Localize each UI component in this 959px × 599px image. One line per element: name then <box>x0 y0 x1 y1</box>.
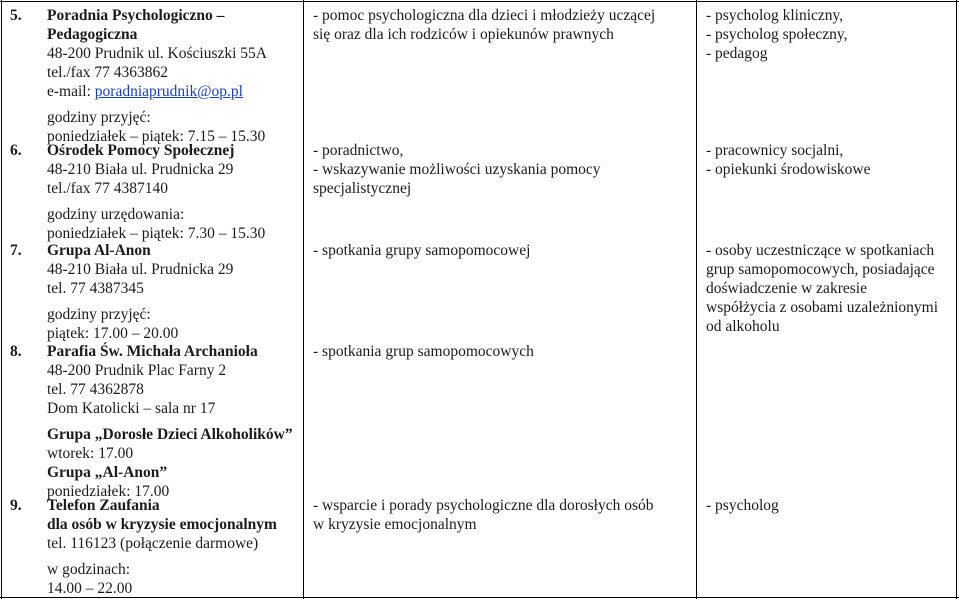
staff-item: - osoby uczestniczące w spotkaniach <box>706 242 935 259</box>
staff-cell <box>706 241 954 336</box>
group-name: Grupa „Al-Anon” <box>47 464 168 481</box>
service-item: - pomoc psychologiczna dla dzieci i młodzieży uczącej <box>313 7 656 24</box>
institution-cell <box>47 342 299 501</box>
institution-cell <box>47 496 299 598</box>
staff-item: od alkoholu <box>706 318 780 335</box>
institution-subtitle: dla osób w kryzysie emocjonalnym <box>47 516 277 533</box>
services-cell <box>313 241 693 260</box>
service-item: - wskazywanie możliwości uzyskania pomocy <box>313 161 601 178</box>
row-number: 6. <box>10 142 22 159</box>
hours-value: poniedziałek – piątek: 7.15 – 15.30 <box>47 128 266 145</box>
staff-item: - opiekunki środowiskowe <box>706 161 871 178</box>
services-cell <box>313 496 693 534</box>
service-item: - wsparcie i porady psychologiczne dla dorosłych osób <box>313 497 654 514</box>
staff-item: doświadczenie w zakresie <box>706 280 867 297</box>
group-name: Grupa „Dorosłe Dzieci Alkoholików” <box>47 426 293 443</box>
service-item: - spotkania grupy samopomocowej <box>313 242 531 259</box>
staff-cell <box>706 141 954 179</box>
services-cell <box>313 342 693 361</box>
email-link[interactable]: poradniaprudnik@op.pl <box>94 83 243 100</box>
row-number: 5. <box>10 7 22 24</box>
row-number: 9. <box>10 497 22 514</box>
institution-address: 48-200 Prudnik Plac Farny 2 <box>47 362 227 379</box>
table-border-top <box>0 1 959 2</box>
hours-label: w godzinach: <box>47 561 131 578</box>
staff-cell <box>706 6 954 63</box>
institution-name: Pedagogiczna <box>47 26 138 43</box>
hours-value: piątek: 17.00 – 20.00 <box>47 325 179 342</box>
institution-cell <box>47 141 299 243</box>
service-item: się oraz dla ich rodziców i opiekunów prawnych <box>313 26 614 43</box>
institution-cell <box>47 6 299 146</box>
institution-name: Grupa Al-Anon <box>47 242 151 259</box>
institution-address: 48-210 Biała ul. Prudnicka 29 <box>47 261 234 278</box>
column-divider-1 <box>303 0 304 599</box>
institution-name: Poradnia Psychologiczno – <box>47 7 225 24</box>
services-cell <box>313 141 693 198</box>
meeting-place: Dom Katolicki – sala nr 17 <box>47 400 216 417</box>
row-number: 7. <box>10 242 22 259</box>
hours-value: poniedziałek – piątek: 7.30 – 15.30 <box>47 225 266 242</box>
institution-name: Ośrodek Pomocy Społecznej <box>47 142 235 159</box>
service-item: w kryzysie emocjonalnym <box>313 516 477 533</box>
row-number: 8. <box>10 343 22 360</box>
staff-item: współżycia z osobami uzależnionymi <box>706 299 939 316</box>
hours-label: godziny przyjęć: <box>47 306 151 323</box>
staff-item: - psycholog społeczny, <box>706 26 848 43</box>
institution-phone: tel. 77 4362878 <box>47 381 144 398</box>
institution-address: 48-200 Prudnik ul. Kościuszki 55A <box>47 45 268 62</box>
service-item: - spotkania grup samopomocowych <box>313 343 534 360</box>
group-time: poniedziałek: 17.00 <box>47 483 170 500</box>
column-divider-2 <box>696 0 697 599</box>
email-label: e-mail: <box>47 83 95 100</box>
institution-email-line <box>47 82 299 101</box>
institution-phone: tel./fax 77 4387140 <box>47 180 168 197</box>
institution-phone: tel. 77 4387345 <box>47 280 144 297</box>
staff-item: - pedagog <box>706 45 768 62</box>
hours-label: godziny urzędowania: <box>47 206 185 223</box>
table-border-right <box>956 0 957 599</box>
services-cell <box>313 6 693 44</box>
institution-phone: tel. 116123 (połączenie darmowe) <box>47 535 259 552</box>
service-item: specjalistycznej <box>313 180 412 197</box>
institution-phone: tel./fax 77 4363862 <box>47 64 168 81</box>
institution-address: 48-210 Biała ul. Prudnicka 29 <box>47 161 234 178</box>
table-border-left <box>1 0 2 599</box>
group-time: wtorek: 17.00 <box>47 445 134 462</box>
staff-item: grup samopomocowych, posiadające <box>706 261 935 278</box>
institution-name: Telefon Zaufania <box>47 497 160 514</box>
service-item: - poradnictwo, <box>313 142 404 159</box>
hours-label: godziny przyjęć: <box>47 109 151 126</box>
staff-item: - psycholog kliniczny, <box>706 7 844 24</box>
hours-value: 14.00 – 22.00 <box>47 580 133 597</box>
staff-cell <box>706 496 954 515</box>
institution-cell <box>47 241 299 343</box>
staff-item: - psycholog <box>706 497 779 514</box>
staff-item: - pracownicy socjalni, <box>706 142 844 159</box>
institution-name: Parafia Św. Michała Archanioła <box>47 343 258 360</box>
